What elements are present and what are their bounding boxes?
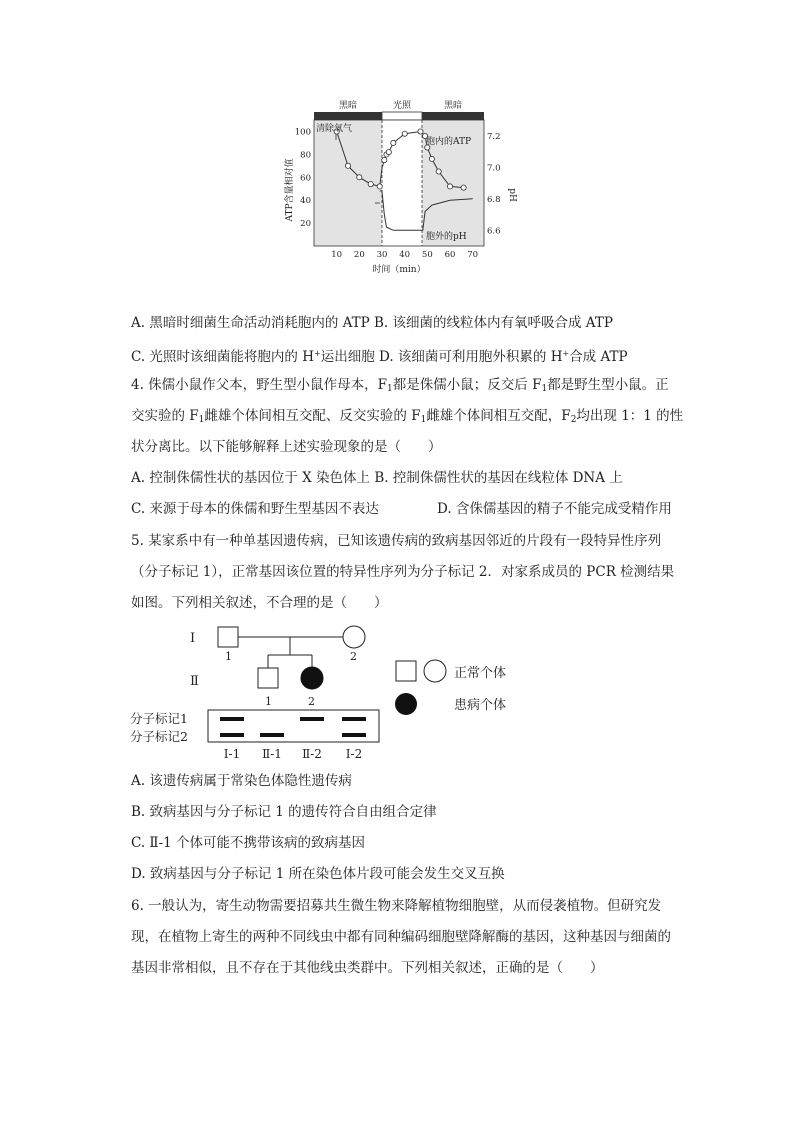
band-marker2-II-1 xyxy=(260,733,284,737)
x-axis-label: 时间（min） xyxy=(372,265,426,275)
atp-data-point xyxy=(447,184,452,189)
q4-option-d: D. 含侏儒基因的精子不能完成受精作用 xyxy=(437,501,672,517)
phase-label-light: 光照 xyxy=(392,101,412,111)
pedigree-num-II-1: 1 xyxy=(265,695,272,708)
annotation-atp: 胞内的ATP xyxy=(426,137,472,147)
left-tick-label: 20 xyxy=(300,219,311,230)
pedigree-num-II-2: 2 xyxy=(308,695,315,708)
generation-label-1: Ⅰ xyxy=(190,631,196,646)
phase-bar-dark-2 xyxy=(422,112,484,120)
gel-frame xyxy=(208,710,379,742)
q5-stem-line1: 5. 某家系中有一种单基因遗传病，已知该遗传病的致病基因邻近的片段有一段特异性序列 xyxy=(131,533,662,549)
left-tick-label: 80 xyxy=(300,150,311,161)
lane-label-I-1: Ⅰ-1 xyxy=(223,747,241,761)
right-axis-ticks xyxy=(487,132,501,237)
lane-label-II-2: Ⅱ-2 xyxy=(302,747,322,761)
pedigree-num-I-1: 1 xyxy=(225,650,232,663)
q4-stem-line3: 状分离比。以下能够解释上述实验现象的是（ ） xyxy=(131,439,442,455)
x-axis-ticks xyxy=(331,250,478,260)
legend-normal-label: 正常个体 xyxy=(454,666,507,681)
legend-female-normal-icon xyxy=(424,660,446,682)
phase-label-dark-1: 黑暗 xyxy=(338,101,358,111)
q5-option-a: A. 该遗传病属于常染色体隐性遗传病 xyxy=(131,773,352,789)
pedigree-male-II-1 xyxy=(258,668,278,688)
x-tick-label: 40 xyxy=(399,250,411,260)
y-axis-label-left: ATP含量相对值 xyxy=(285,158,295,222)
pedigree-female-II-2-affected xyxy=(301,667,323,689)
phase-label-dark-2: 黑暗 xyxy=(443,101,463,111)
band-marker2-I-2 xyxy=(342,733,366,737)
marker-1-label: 分子标记1 xyxy=(130,711,188,726)
right-tick-label: 6.8 xyxy=(487,194,501,205)
q5-stem-line2: （分子标记 1），正常基因该位置的特异性序列为分子标记 2．对家系成员的 PCR 检测结果 xyxy=(131,564,675,580)
q5-option-c: C. Ⅱ-1 个体可能不携带该病的致病基因 xyxy=(131,835,366,851)
left-tick-label: 40 xyxy=(300,196,311,207)
atp-data-point xyxy=(345,163,350,168)
q5-option-b: B. 致病基因与分子标记 1 的遗传符合自由组合定律 xyxy=(131,804,437,820)
atp-data-point xyxy=(436,169,441,174)
q6-stem-line1: 6. 一般认为，寄生动物需要招募共生微生物来降解植物细胞壁，从而侵袭植物。但研究发 xyxy=(131,898,662,914)
q5-stem-line3: 如图。下列相关叙述，不合理的是（ ） xyxy=(131,595,388,611)
band-marker1-II-2 xyxy=(300,717,324,721)
legend-affected-label: 患病个体 xyxy=(454,698,507,713)
pedigree-male-I-1 xyxy=(218,627,238,647)
right-tick-label: 6.6 xyxy=(487,226,501,237)
atp-data-point xyxy=(377,184,382,189)
band-marker1-I-2 xyxy=(342,717,366,721)
x-tick-label: 70 xyxy=(467,250,479,260)
atp-data-point xyxy=(357,175,362,180)
legend-affected-icon xyxy=(395,693,417,715)
x-tick-label: 50 xyxy=(421,250,433,260)
right-tick-label: 7.0 xyxy=(487,163,501,174)
plot-area-light xyxy=(382,120,422,246)
atp-data-point xyxy=(391,140,396,145)
left-axis-ticks xyxy=(295,127,311,229)
left-tick-label: 60 xyxy=(300,173,311,184)
x-tick-label: 30 xyxy=(376,250,388,260)
q4-option-ab: A. 控制侏儒性状的基因位于 X 染色体上 B. 控制侏儒性状的基因在线粒体 DNA 上 xyxy=(131,470,623,486)
x-tick-label: 10 xyxy=(331,250,343,260)
x-tick-label: 20 xyxy=(353,250,365,260)
q3-option-cd: C. 光照时该细菌能将胞内的 H+运出细胞 D. 该细菌可利用胞外积累的 H+合成 ATP xyxy=(131,349,628,365)
atp-data-point xyxy=(382,158,387,163)
pedigree-female-I-2 xyxy=(343,626,365,648)
annotation-ph: 胞外的pH xyxy=(426,232,467,242)
atp-data-point xyxy=(368,182,373,187)
marker-2-label: 分子标记2 xyxy=(130,729,188,744)
band-marker2-I-1 xyxy=(220,733,244,737)
lane-label-I-2: Ⅰ-2 xyxy=(345,747,363,761)
pedigree-num-I-2: 2 xyxy=(350,650,357,663)
q6-stem-line3: 基因非常相似，且不存在于其他线虫类群中。下列相关叙述，正确的是（ ） xyxy=(131,960,604,976)
q3-option-ab: A. 黑暗时细菌生命活动消耗胞内的 ATP B. 该细菌的线粒体内有氧呼吸合成 ATP xyxy=(131,315,613,331)
pedigree-pcr-figure xyxy=(130,620,530,770)
q5-option-d: D. 致病基因与分子标记 1 所在染色体片段可能会发生交叉互换 xyxy=(131,866,505,882)
atp-data-point xyxy=(402,131,407,136)
q4-stem-line2: 交实验的 $F_1$雌雄个体间相互交配、反交实验的 $F_1$雌雄个体间相互交配，$F_2$均出现 1：1 的性 xyxy=(131,408,684,425)
left-tick-label: 100 xyxy=(294,127,311,138)
annotation-remove-oxygen: 清除氧气 xyxy=(316,124,353,134)
phase-bar-dark-1 xyxy=(314,112,382,120)
phase-bar-light xyxy=(382,112,422,120)
x-tick-label: 60 xyxy=(444,250,456,260)
legend-male-normal-icon xyxy=(396,661,416,681)
y-axis-label-right: pH xyxy=(507,188,517,202)
atp-data-point xyxy=(418,129,423,134)
q4-option-c: C. 来源于母本的侏儒和野生型基因不表达 xyxy=(131,501,379,517)
atp-data-point xyxy=(429,156,434,161)
q6-stem-line2: 现，在植物上寄生的两种不同线虫中都有同种编码细胞壁降解酶的基因，这种基因与细菌的 xyxy=(131,929,671,945)
atp-data-point xyxy=(386,150,391,155)
generation-label-2: Ⅱ xyxy=(190,674,199,689)
right-tick-label: 7.2 xyxy=(487,131,501,142)
lane-label-II-1: Ⅱ-1 xyxy=(262,747,282,761)
atp-ph-chart xyxy=(280,100,520,280)
atp-data-point xyxy=(461,185,466,190)
band-marker1-I-1 xyxy=(220,717,244,721)
q4-stem-line1: 4. 侏儒小鼠作父本，野生型小鼠作母本，$F_1$都是侏儒小鼠；反交后 $F_1$都是野生型小鼠。正 xyxy=(131,377,669,394)
